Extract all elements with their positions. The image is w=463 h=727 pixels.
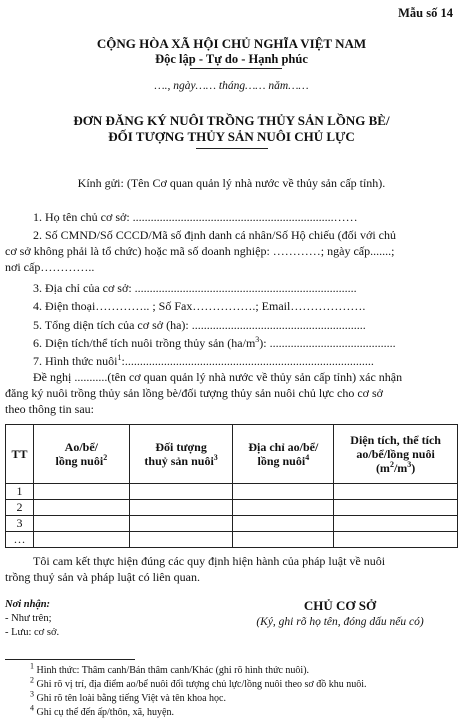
field-culture-form	[33, 354, 458, 369]
addressee: Kính gửi: (Tên Cơ quan quản lý nhà nước về thủy sản cấp tỉnh).	[77, 176, 386, 190]
header-address: Địa chỉ ao/bể/ lồng nuôi$^4$	[233, 425, 334, 484]
table-row: …	[6, 532, 458, 548]
field-culture-form-dots: :...................................................................................	[121, 354, 374, 368]
motto: Độc lập - Tự do - Hạnh phúc	[155, 52, 308, 66]
footnote: $^1$ Hình thức: Thâm canh/Bán thâm canh/Khác (ghi rõ hình thức nuôi).	[30, 661, 310, 676]
commitment-line1: Tôi cam kết thực hiện đúng các quy định hiện hành của pháp luật về nuôi	[33, 554, 386, 568]
table-row: 2	[6, 500, 458, 516]
document-title-line2: ĐỐI TƯỢNG THỦY SẢN NUÔI CHỦ LỰC	[108, 129, 355, 144]
field-culture-area-label: 6. Diện tích/thể tích nuôi trồng thủy sản (ha/m	[33, 336, 256, 350]
recipient-item: - Như trên;	[5, 613, 52, 624]
recipient-item: - Lưu: cơ sở.	[5, 627, 60, 638]
signature-note: (Ký, ghi rõ họ tên, đóng dấu nếu có)	[256, 616, 424, 628]
field-id-line2: cơ sở không phải là tổ chức) hoặc mã số doanh nghiệp: …………; ngày cấp.......;	[5, 244, 395, 258]
footnote-separator	[5, 659, 135, 660]
request-line1: Đề nghị ...........(tên cơ quan quản lý nhà nước về thủy sản cấp tỉnh) xác nhận	[33, 370, 403, 384]
request-line3: theo thông tin sau:	[5, 402, 94, 416]
title-underline	[196, 148, 268, 149]
recipients-block	[5, 598, 59, 640]
document-title-line1: ĐƠN ĐĂNG KÝ NUÔI TRỒNG THỦY SẢN LỒNG BÈ/	[73, 113, 390, 128]
field-address: 3. Địa chỉ của cơ sở: ..........................................................................	[33, 281, 357, 295]
field-owner-name: 1. Họ tên chủ cơ sở: ...................................................................……	[33, 210, 358, 224]
date-line: …., ngày…… tháng…… năm……	[154, 80, 309, 92]
registration-table	[5, 424, 458, 548]
header-pond: Ao/bể/ lồng nuôi$^2$	[33, 425, 129, 484]
table-header-row	[6, 425, 458, 484]
field-culture-area-sup: 3	[255, 335, 260, 344]
footnote: $^2$ Ghi rõ vị trí, địa điểm ao/bể nuôi đối tượng chủ lực/lồng nuôi theo sơ đồ khu nuôi.	[30, 675, 367, 690]
field-culture-area	[33, 336, 458, 351]
footnote: $^4$ Ghi cụ thể đến ấp/thôn, xã, huyện.	[30, 703, 174, 718]
request-line2: đăng ký nuôi trồng thủy sản lồng bè/đối tượng thủy sản nuôi chủ lực cho cơ sở	[5, 386, 383, 400]
signature-title: CHỦ CƠ SỞ	[303, 598, 377, 613]
signature-block	[215, 598, 463, 628]
footnote: $^3$ Ghi rõ tên loài bằng tiếng Việt và tên khoa học.	[30, 689, 226, 704]
header-species: Đối tượng thuỷ sản nuôi$^3$	[129, 425, 233, 484]
field-culture-area-dots: ): ..........................................	[259, 336, 396, 350]
commitment-line2: trồng thuỷ sản và pháp luật có liên quan.	[5, 570, 200, 584]
motto-underline	[190, 68, 282, 69]
field-culture-form-label: 7. Hình thức nuôi	[33, 354, 118, 368]
nation-heading: CỘNG HÒA XÃ HỘI CHỦ NGHĨA VIỆT NAM	[96, 36, 367, 51]
field-culture-form-sup: 1	[117, 353, 122, 362]
table-row: 3	[6, 516, 458, 532]
header-tt: TT	[6, 425, 34, 484]
field-id-line3: nơi cấp…………..	[5, 260, 95, 274]
field-contact: 4. Điện thoại………….. ; Số Fax…………….; Email……………….	[33, 299, 366, 313]
header-area: Diện tích, thể tích ao/bể/lồng nuôi $(m^2/m^3)$	[334, 425, 458, 484]
field-id-line1: 2. Số CMND/Số CCCD/Mã số định danh cá nhân/Số Hộ chiếu (đối với chủ	[33, 228, 396, 242]
field-total-area: 5. Tổng diện tích của cơ sở (ha): ..........................................................	[33, 318, 366, 332]
recipients-label: Nơi nhận:	[5, 599, 51, 610]
table-row: 1	[6, 484, 458, 500]
form-number: Mẫu số 14	[398, 6, 453, 20]
